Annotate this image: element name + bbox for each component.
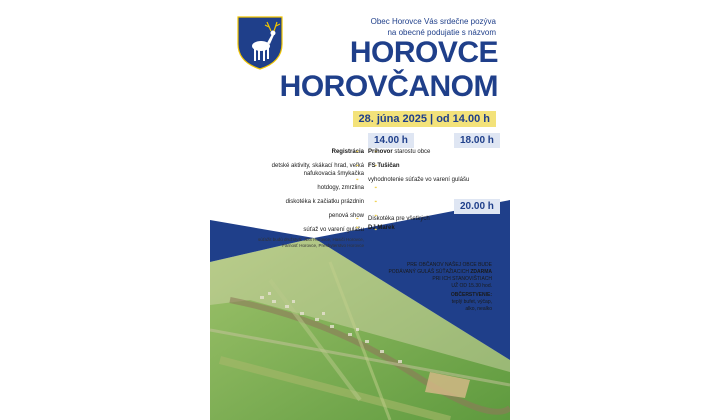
- program-item-dj: ▪▪ DJ Marek: [368, 224, 486, 232]
- horovce-crest-icon: [237, 16, 283, 70]
- refreshments-label: OBČERSTVENIE:: [450, 292, 492, 298]
- info-free-highlight: ZDARMA: [470, 269, 492, 275]
- evening-program: [368, 148, 486, 190]
- refreshments-info: [352, 292, 492, 313]
- program-item-kids: detské aktivity, skákací hrad, veľká nafukovacia šmykačka ▪▪: [244, 162, 364, 178]
- program-item-disco: diskotéka k začiatku prázdnin ▪▪: [244, 198, 364, 206]
- event-title-line-1: HOROVCE: [349, 36, 498, 69]
- info-line-1: PRE OBČANOV NAŠEJ OBCE BUDE: [406, 262, 492, 268]
- program-item-disco-all: ▪▪ Diskotéka pre všetkých: [368, 215, 486, 223]
- program-item-speech: [368, 148, 486, 156]
- info-line-3: PRI ICH STANOVIŠTIACH: [432, 276, 492, 282]
- refreshments-line-2: alko, nealko: [465, 306, 492, 312]
- contest-teams-note: súťažit budú družstvá: JDS Horovce, Hasiči Horovce, Farnosť Horovce, Presbyterstvo Horovce: [258, 237, 364, 248]
- invitation-line-1: Obec Horovce Vás srdečne pozýva: [370, 17, 496, 26]
- free-goulash-info: [352, 262, 492, 290]
- program-item-registration: Registrácia ▪▪: [244, 148, 364, 156]
- refreshments-line-1: teplý bufet, výčap,: [451, 299, 492, 305]
- info-line-2a: PODÁVANÝ GULÁŠ SÚŤAŽIACICH: [388, 269, 469, 275]
- invitation-line-2: na obecné podujatie s názvom: [387, 28, 496, 37]
- program-item-folk-group: ▪▪ FS Tušičan: [368, 162, 486, 170]
- program-item-evaluation: ▪▪ vyhodnotenie súťaže vo varení gulášu: [368, 176, 486, 184]
- program-item-food: hotdogy, zmrzlina ▪▪: [244, 184, 364, 192]
- event-title-line-2: HOROVČANOM: [279, 70, 498, 103]
- event-poster: [210, 0, 510, 420]
- speech-rest: starostu obce: [394, 149, 431, 155]
- info-line-4: UŽ OD 15.30 hod.: [451, 283, 492, 289]
- afternoon-program: [244, 148, 364, 255]
- event-date-badge: 28. júna 2025 | od 14.00 h: [353, 111, 496, 127]
- speech-label: Príhovor: [368, 149, 393, 155]
- night-program: [368, 215, 486, 238]
- time-badge-14: 14.00 h: [368, 133, 414, 148]
- info-line-2: [352, 269, 492, 276]
- program-item-goulash-contest: súťaž vo varení gulášu ▪▪: [244, 226, 364, 234]
- program-item-foam: penová show ▪▪: [244, 212, 364, 220]
- time-badge-20: 20.00 h: [454, 199, 500, 214]
- invitation-text: [296, 16, 496, 38]
- time-badge-18: 18.00 h: [454, 133, 500, 148]
